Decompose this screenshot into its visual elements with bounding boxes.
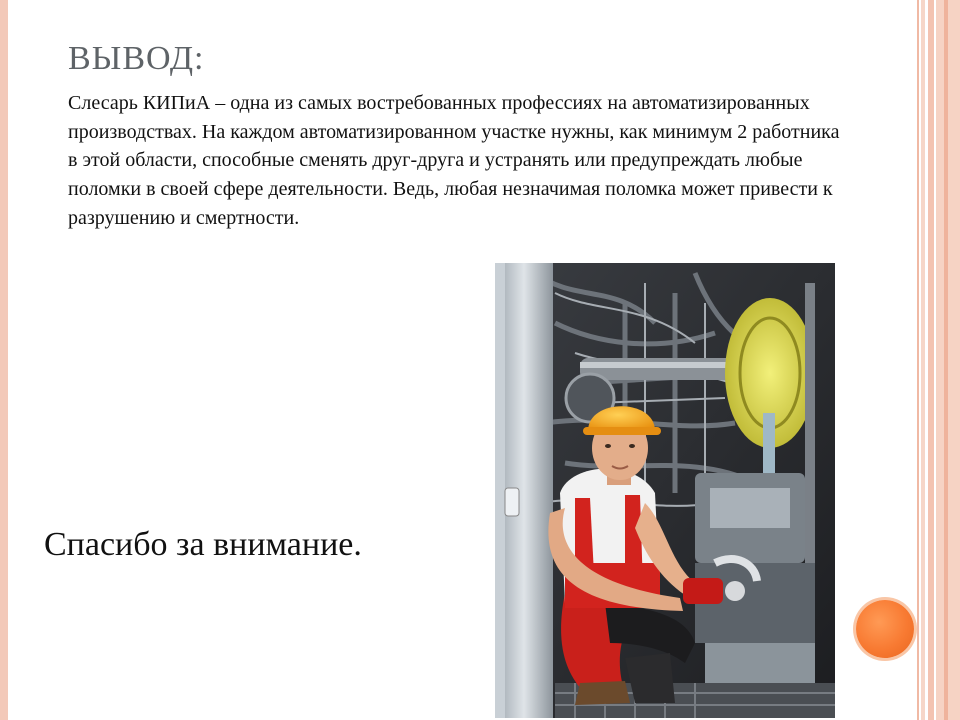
worker-photo [495, 263, 835, 718]
right-stripe [928, 0, 934, 720]
slide-body-text: Слесарь КИПиА – одна из самых востребованных профессиях на автоматизированных производствах. На каждом автоматизированном участке нужны, как минимум 2 работника в этой области, способные сменять друг-друга и устранять или предупреждать любые поломки в своей сфере деятельности. Ведь, любая незначимая поломка может привести к разрушению и смертности. [68, 92, 840, 229]
orange-circle-decoration [856, 600, 914, 658]
slide-title: ВЫВОД: [68, 40, 205, 77]
right-stripe [944, 0, 948, 720]
right-stripe [917, 0, 919, 720]
slide-left-border [0, 0, 8, 720]
thanks-text: Спасибо за внимание. [44, 526, 362, 563]
right-stripe [921, 0, 925, 720]
right-stripe [936, 0, 960, 720]
